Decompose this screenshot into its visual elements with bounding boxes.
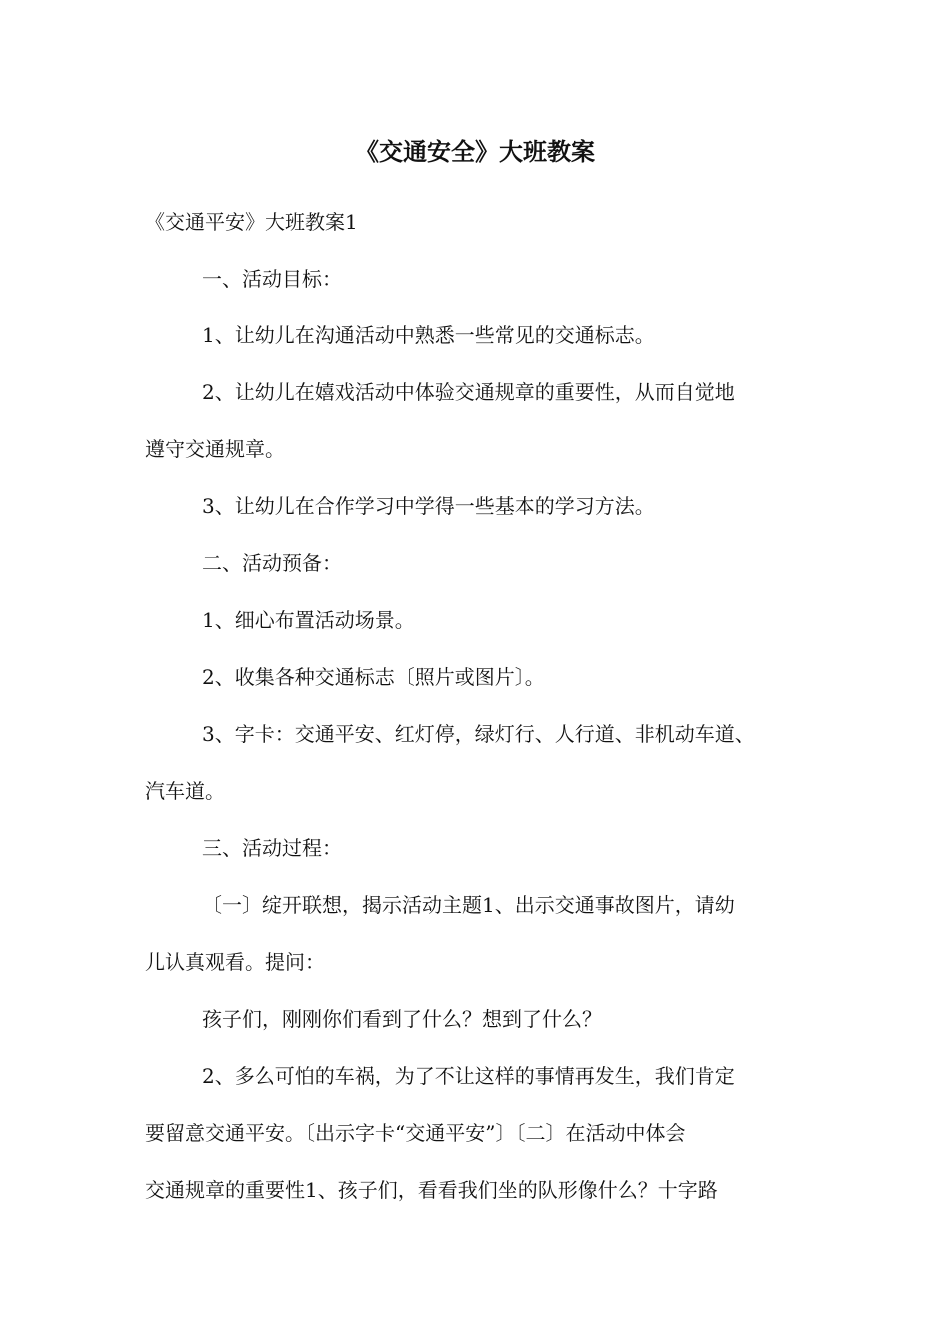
paragraph-line: 〔一〕绽开联想，揭示活动主题1、出示交通事故图片，请幼 bbox=[202, 893, 735, 917]
paragraph-line: 2、多么可怕的车祸，为了不让这样的事情再发生，我们肯定 bbox=[202, 1064, 735, 1088]
paragraph-line: 儿认真观看。提问： bbox=[145, 950, 325, 974]
subtitle-line: 《交通平安》大班教案1 bbox=[145, 210, 358, 234]
paragraph-line: 遵守交通规章。 bbox=[145, 437, 285, 461]
paragraph-line: 交通规章的重要性1、孩子们，看看我们坐的队形像什么？十字路 bbox=[145, 1178, 718, 1202]
paragraph-line: 2、收集各种交通标志〔照片或图片〕。 bbox=[202, 665, 545, 689]
document-title: 《交通安全》大班教案 bbox=[355, 137, 595, 166]
section-heading-prep: 二、活动预备： bbox=[202, 551, 342, 575]
paragraph-line: 汽车道。 bbox=[145, 779, 225, 803]
section-heading-goals: 一、活动目标： bbox=[202, 267, 342, 291]
paragraph-line: 2、让幼儿在嬉戏活动中体验交通规章的重要性，从而自觉地 bbox=[202, 380, 735, 404]
paragraph-line: 3、让幼儿在合作学习中学得一些基本的学习方法。 bbox=[202, 494, 655, 518]
paragraph-line: 1、让幼儿在沟通活动中熟悉一些常见的交通标志。 bbox=[202, 323, 655, 347]
section-heading-process: 三、活动过程： bbox=[202, 836, 342, 860]
paragraph-line: 孩子们，刚刚你们看到了什么？想到了什么？ bbox=[202, 1007, 602, 1031]
paragraph-line: 3、字卡：交通平安、红灯停，绿灯行、人行道、非机动车道、 bbox=[202, 722, 755, 746]
paragraph-line: 1、细心布置活动场景。 bbox=[202, 608, 415, 632]
paragraph-line: 要留意交通平安。〔出示字卡“交通平安”〕〔二〕在活动中体会 bbox=[145, 1121, 686, 1145]
